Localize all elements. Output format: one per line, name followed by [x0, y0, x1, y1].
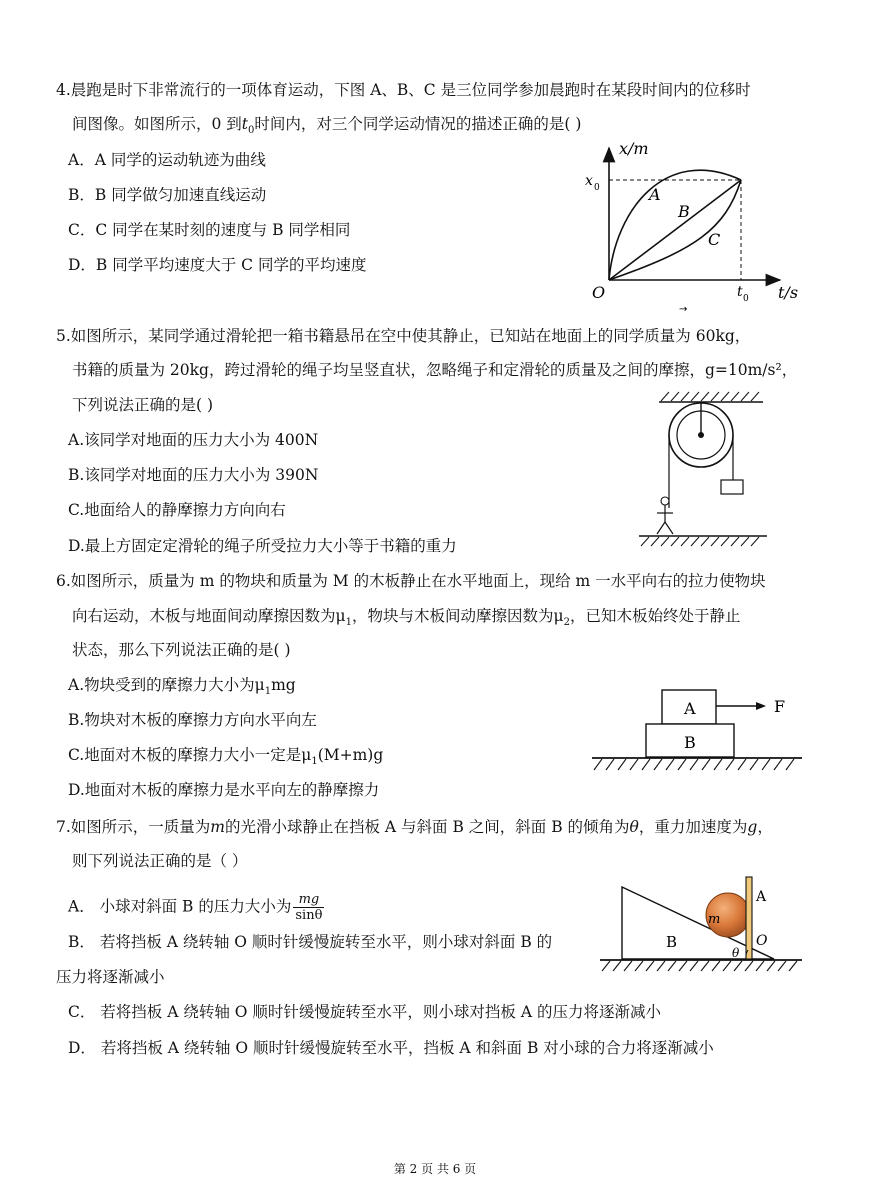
- q7-stem-line1: 7.如图所示，一质量为m的光滑小球静止在挡板 A 与斜面 B 之间，斜面 B 的倾角为θ，重力加速度为g，: [56, 818, 773, 836]
- curve-a: [609, 170, 741, 280]
- svg-text:B: B: [678, 202, 690, 221]
- q6-option-c: C.地面对木板的摩擦力大小一定是$\mu_1(M+m)g$: [68, 746, 384, 768]
- q6-option-a: A.物块受到的摩擦力大小为$\mu_1mg$: [68, 676, 296, 698]
- svg-text:θ: θ: [732, 946, 740, 960]
- svg-text:0: 0: [594, 183, 600, 193]
- q6-option-b: B.物块对木板的摩擦力方向水平向左: [68, 711, 317, 729]
- q5-option-d: D.最上方固定定滑轮的绳子所受拉力大小等于书籍的重力: [68, 537, 457, 555]
- q4-option-a: A．A 同学的运动轨迹为曲线: [68, 151, 266, 169]
- svg-text:B: B: [684, 733, 696, 752]
- q5-pulley-figure: [635, 390, 775, 552]
- q7-stem-line2: 则下列说法正确的是（ ）: [72, 852, 248, 870]
- svg-text:O: O: [756, 933, 768, 949]
- q7-fraction: $\frac{mg}{\sin\theta}$: [295, 892, 323, 923]
- svg-text:C: C: [708, 230, 721, 249]
- page-footer: 第 2 页 共 6 页: [393, 1162, 477, 1176]
- q7-incline-figure: [598, 873, 808, 973]
- svg-text:A: A: [649, 185, 661, 204]
- q6-blocks-figure: [588, 682, 808, 774]
- svg-text:t/s: t/s: [778, 283, 799, 302]
- q5-stem-line2: 书籍的质量为 20kg，跨过滑轮的绳子均呈竖直状，忽略绳子和定滑轮的质量及之间的摩擦，g=10m/s²，: [72, 361, 798, 379]
- svg-text:A: A: [756, 889, 767, 905]
- q4-stem-line1: 4.晨跑是时下非常流行的一项体育运动，下图 A、B、C 是三位同学参加晨跑时在某段时间内的位移时: [56, 81, 751, 99]
- q5-stem-line3: 下列说法正确的是( ): [72, 396, 214, 414]
- svg-text:B: B: [666, 933, 678, 951]
- q5-option-a: A.该同学对地面的压力大小为 400N: [68, 431, 319, 449]
- q7-option-b-line2: 压力将逐渐减小: [56, 968, 165, 986]
- q5-option-b: B.该同学对地面的压力大小为 390N: [68, 466, 319, 484]
- q4-option-d: D．B 同学平均速度大于 C 同学的平均速度: [68, 256, 367, 274]
- q6-stem-line1: 6.如图所示，质量为 m 的物块和质量为 M 的木板静止在水平地面上，现给 m 一水平向右的拉力使物块: [56, 572, 766, 590]
- svg-text:A: A: [684, 699, 696, 718]
- svg-text:O: O: [592, 283, 606, 302]
- svg-text:x: x: [585, 173, 593, 189]
- svg-text:0: 0: [743, 294, 749, 304]
- svg-text:F: F: [774, 697, 786, 716]
- q6-stem-line3: 状态，那么下列说法正确的是( ): [72, 641, 291, 659]
- svg-text:m: m: [708, 912, 721, 927]
- q7-option-a: A． 小球对斜面 B 的压力大小为 $\frac{mg}{\sin\theta}$: [68, 892, 323, 923]
- q7-option-b-line1: B． 若将挡板 A 绕转轴 O 顺时针缓慢旋转至水平，则小球对斜面 B 的: [68, 933, 553, 951]
- svg-text:→: →: [679, 304, 688, 315]
- q5-option-c: C.地面给人的静摩擦力方向向右: [68, 501, 286, 519]
- svg-text:t: t: [737, 284, 743, 300]
- q6-option-d: D.地面对木板的摩擦力是水平向左的静摩擦力: [68, 781, 380, 799]
- q4-xt-graph: [575, 140, 825, 315]
- svg-text:x/m: x/m: [619, 140, 649, 158]
- q4-option-b: B．B 同学做匀加速直线运动: [68, 186, 267, 204]
- q4-stem-line2: 间图像。如图所示，0 到$t_0$时间内，对三个同学运动情况的描述正确的是( ): [72, 115, 582, 137]
- q4-option-c: C．C 同学在某时刻的速度与 B 同学相同: [68, 221, 351, 239]
- q5-stem-line1: 5.如图所示，某同学通过滑轮把一箱书籍悬吊在空中使其静止，已知站在地面上的同学质量为 60kg，: [56, 327, 751, 345]
- curve-b: [609, 180, 741, 280]
- q7-option-d: D． 若将挡板 A 绕转轴 O 顺时针缓慢旋转至水平，挡板 A 和斜面 B 对小球的合力将逐渐减小: [68, 1039, 714, 1057]
- q7-option-c: C． 若将挡板 A 绕转轴 O 顺时针缓慢旋转至水平，则小球对挡板 A 的压力将逐渐减小: [68, 1003, 661, 1021]
- q6-stem-line2: 向右运动，木板与地面间动摩擦因数为$\mu_1$，物块与木板间动摩擦因数为$\mu_2$，已知木板始终处于静止: [72, 607, 741, 629]
